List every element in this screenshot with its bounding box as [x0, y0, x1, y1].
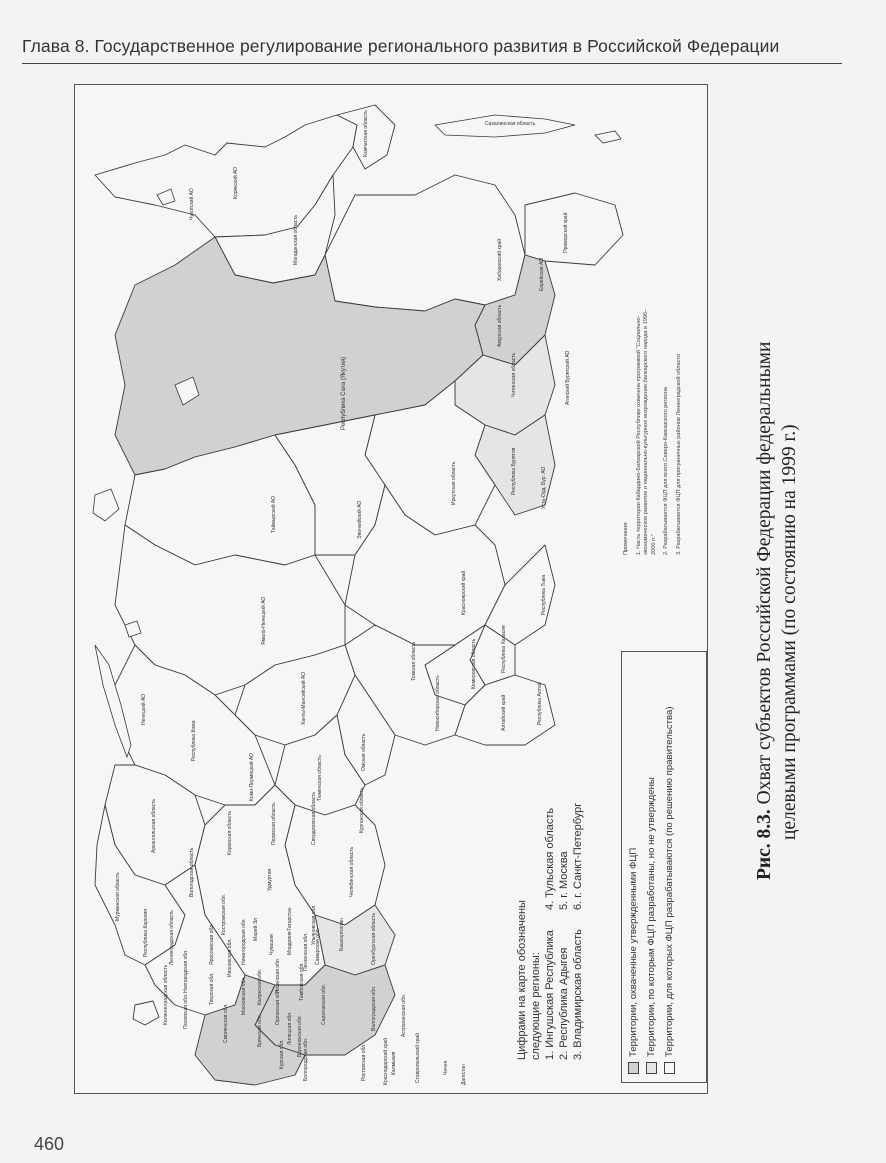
label-bashkortostan: Башкортостан — [339, 917, 345, 951]
legend-item-developed — [646, 660, 657, 1074]
label-arkhangelsk: Архангельская область — [151, 798, 157, 853]
numbers-note-title2: следующие регионы: — [530, 952, 542, 1060]
region-khabarovsk — [325, 175, 525, 311]
label-saratov: Саратовская обл. — [321, 984, 327, 1025]
label-mari-el: Марий Эл — [253, 917, 259, 941]
label-krasnodar: Краснодарский край — [383, 1037, 389, 1085]
label-dagestan: Дагестан — [461, 1064, 467, 1085]
label-rostov: Ростовская обл. — [361, 1043, 367, 1081]
label-novosibirsk: Новосибирская область — [435, 675, 441, 731]
label-ivanovo: Ивановская обл. — [227, 938, 233, 977]
label-ulyanovsk: Ульяновская обл. — [311, 904, 317, 945]
russia-map — [75, 85, 707, 1093]
label-evenk: Эвенкийский АО — [357, 500, 363, 539]
island-kuril — [595, 131, 621, 143]
number-item-4: 4. Тульская область — [544, 807, 556, 910]
caption-line2: целевыми программами (по состоянию на 1999 г.) — [779, 424, 800, 840]
label-evrey: Еврейская АО — [539, 257, 545, 291]
label-nenets: Ненецкий АО — [141, 693, 147, 725]
remarks — [623, 305, 688, 555]
number-item-3: 3. Владимирская область — [572, 929, 584, 1060]
label-kaliningrad: Калининградская область — [163, 964, 169, 1025]
label-taymyr: Таймырский АО — [271, 496, 277, 533]
caption-line1: Охват субъектов Российской Федерации федеральными — [754, 341, 775, 805]
caption-label: Рис. 8.3. — [754, 809, 775, 880]
label-altai-rep: Республика Алтай — [537, 682, 543, 725]
label-astrakhan: Астраханская обл. — [401, 993, 407, 1037]
label-mordovia: Мордовия — [287, 931, 293, 955]
label-kostroma: Костромская обл. — [221, 894, 227, 935]
legend-label-approved: Территории, охваченные утвержденными ФЦП — [628, 847, 639, 1057]
label-buryatia: Республика Бурятия — [511, 447, 517, 495]
label-samara: Самарская обл. — [315, 928, 321, 965]
label-nizhny: Нижегородская обл. — [241, 918, 247, 965]
label-khanty: Ханты-Мансийский АО — [301, 671, 307, 725]
label-tatarstan: Татарстан — [287, 907, 293, 931]
number-item-6: 6. г. Санкт-Петербург — [572, 802, 584, 910]
label-leningrad: Ленинградская область — [169, 910, 175, 965]
island-severnaya-zemlya — [93, 489, 119, 521]
label-chuvashia: Чувашия — [269, 934, 275, 955]
label-kalmykia: Калмыкия — [391, 1051, 397, 1075]
label-kursk: Курская обл. — [279, 1039, 285, 1069]
label-tyumen: Тюменская область — [317, 755, 323, 801]
label-yamal: Ямало-Ненецкий АО — [261, 596, 267, 645]
running-header: Глава 8. Государственное регулирование регионального развития в Российской Федерации — [22, 36, 780, 56]
label-sakhalin: Сахалинская область — [485, 121, 536, 127]
label-ust-orda: Усть-Орд. Бур. АО — [541, 466, 547, 509]
label-yaroslavl: Ярославская обл. — [209, 923, 215, 965]
label-aginsky: Агинский Бурятский АО — [565, 350, 571, 405]
legend-label-developed: Территории, по которым ФЦП разработаны, но не утверждены — [646, 777, 657, 1057]
number-item-2: 2. Республика Адыгея — [558, 947, 570, 1060]
label-smolensk: Смоленская обл. — [223, 1003, 229, 1043]
label-novgorod: Новгородская обл. — [183, 949, 189, 993]
label-irkutsk: Иркутская область — [451, 461, 457, 505]
legend-item-planned — [664, 660, 675, 1074]
region-primorsky — [525, 193, 623, 265]
label-chechnya: Чечня — [443, 1060, 449, 1075]
header-rule — [22, 63, 842, 64]
remark-1: 1. Часть территории Кабардино-Балкарской Республики охвачена программой "Социально-экономическое развитие и национально-культурное возрождение балкарского народа в 1996–2000 гг." — [635, 308, 657, 555]
label-chukotka: Чукотский АО — [189, 188, 195, 220]
label-karelia: Республика Карелия — [143, 909, 149, 957]
label-chelyabinsk: Челябинская область — [349, 846, 355, 897]
label-omsk: Омская область — [361, 733, 367, 771]
label-tver: Тверская обл. — [209, 972, 215, 1005]
label-udmurtia: Удмуртия — [267, 868, 273, 891]
page-number: 460 — [34, 1134, 65, 1154]
label-chita: Читинская область — [511, 352, 517, 397]
legend-swatch-approved — [628, 1062, 639, 1074]
legend-item-approved — [628, 660, 639, 1074]
legend-swatch-developed — [646, 1062, 657, 1074]
label-altai-krai: Алтайский край — [501, 694, 507, 731]
label-tuva: Республика Тыва — [541, 574, 547, 615]
remark-2: 2. Разрабатывается ФЦП для всего Северо-Кавказского региона — [663, 387, 669, 555]
map-frame — [74, 84, 708, 1094]
label-tambov: Тамбовская обл. — [299, 962, 305, 1001]
label-primorsky: Приморский край — [563, 212, 569, 253]
label-kirov: Кировская область — [227, 810, 233, 855]
remarks-title: Примечания: — [623, 521, 629, 555]
label-komi-perm: Коми-Пермяцкий АО — [249, 752, 255, 801]
label-sakha: Республика Саха (Якутия) — [341, 356, 347, 430]
number-item-1: 1. Ингушская Республика — [544, 930, 556, 1060]
label-perm: Пермская область — [271, 802, 277, 845]
label-bryansk: Брянская обл. — [257, 1014, 263, 1047]
label-tomsk: Томская область — [411, 641, 417, 681]
number-item-5: 5. г. Москва — [558, 851, 570, 910]
label-moscow-obl: Московская обл. — [241, 976, 247, 1015]
label-koryak: Корякский АО — [233, 166, 239, 199]
legend-label-planned: Территории, для которых ФЦП разрабатываются (по решению правительства) — [664, 706, 675, 1057]
label-orel: Орловская обл. — [275, 988, 281, 1025]
legend — [621, 651, 707, 1083]
label-kamchatka: Камчатская область — [363, 110, 369, 157]
label-volgograd: Волгоградская обл. — [371, 985, 377, 1031]
figure-caption — [752, 342, 802, 880]
label-khabarovsk: Хабаровский край — [497, 238, 503, 281]
label-ryazan: Рязанская обл. — [275, 957, 281, 993]
label-khakassia: Республика Хакасия — [501, 625, 507, 673]
label-orenburg: Оренбургская область — [371, 912, 377, 965]
remark-3: 3. Разрабатывается ФЦП для приграничных районов Ленинградской области — [675, 353, 682, 555]
label-krasnoyarsk: Красноярский край — [461, 570, 467, 615]
label-murmansk: Мурманская область — [115, 872, 121, 921]
label-penza: Пензенская обл. — [303, 932, 309, 971]
label-kurgan: Курганская область — [359, 787, 365, 833]
label-voronezh: Воронежская обл. — [297, 1015, 303, 1057]
label-amur: Амурская область — [497, 304, 503, 347]
label-kaluga: Калужская обл. — [257, 969, 263, 1005]
label-kemerovo: Кемеровская область — [471, 638, 477, 689]
numbers-note-title1: Цифрами на карте обозначены — [516, 900, 528, 1060]
numbers-note — [515, 760, 585, 1060]
label-stavropol: Ставропольский край — [415, 1033, 421, 1083]
label-magadan: Магаданская область — [293, 214, 299, 265]
legend-swatch-planned — [664, 1062, 675, 1074]
label-lipetsk: Липецкая обл. — [287, 1011, 293, 1045]
label-sverdlovsk: Свердловская область — [311, 791, 317, 845]
label-pskov: Псковская обл. — [183, 993, 189, 1029]
region-kaliningrad — [133, 1001, 159, 1025]
label-belgorod: Белгородская обл. — [303, 1037, 309, 1081]
label-komi: Республика Коми — [191, 720, 197, 761]
label-vologda: Вологодская область — [189, 847, 195, 897]
